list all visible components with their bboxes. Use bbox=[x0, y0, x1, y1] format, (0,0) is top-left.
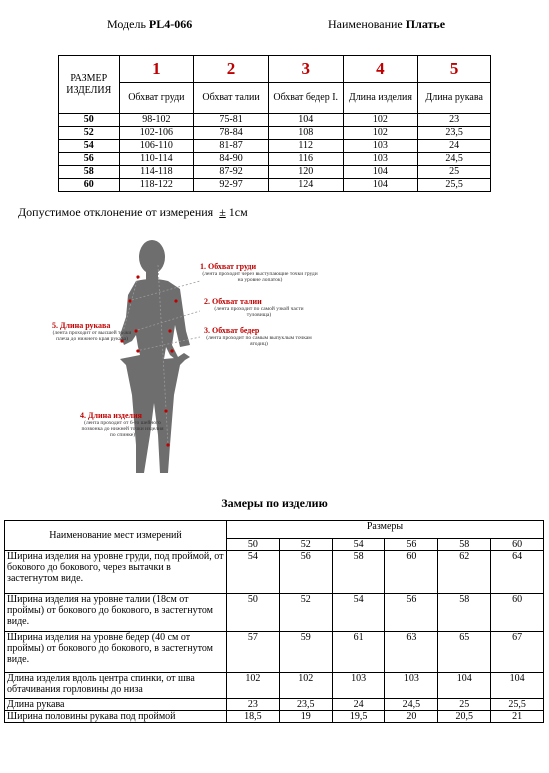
value-cell: 106-110 bbox=[119, 140, 194, 153]
measure-value: 64 bbox=[491, 551, 544, 594]
model-heading bbox=[107, 17, 192, 32]
measure-value: 54 bbox=[227, 551, 280, 594]
measure-row bbox=[5, 711, 544, 723]
measure-value: 59 bbox=[279, 632, 332, 673]
measure-value: 18,5 bbox=[227, 711, 280, 723]
measure-value: 52 bbox=[279, 594, 332, 632]
measure-value: 103 bbox=[332, 673, 385, 699]
measure-row bbox=[5, 551, 544, 594]
value-cell: 92-97 bbox=[194, 179, 269, 192]
value-cell: 120 bbox=[268, 166, 343, 179]
label-hips-title: 3. Обхват бедер bbox=[204, 326, 260, 335]
measure-value: 20 bbox=[385, 711, 438, 723]
model-label: Модель bbox=[107, 17, 146, 31]
size-header: РАЗМЕР ИЗДЕЛИЯ bbox=[59, 56, 120, 114]
label-length bbox=[80, 411, 165, 438]
deviation-value: 1см bbox=[228, 205, 248, 219]
value-cell: 118-122 bbox=[119, 179, 194, 192]
value-cell: 24 bbox=[418, 140, 491, 153]
value-cell: 104 bbox=[343, 166, 418, 179]
measure-row bbox=[5, 594, 544, 632]
size-row bbox=[59, 179, 491, 192]
size-cell: 54 bbox=[59, 140, 120, 153]
model-value: PL4-066 bbox=[148, 17, 193, 31]
measure-value: 60 bbox=[385, 551, 438, 594]
measure-value: 25,5 bbox=[491, 699, 544, 711]
col-number-5: 5 bbox=[418, 56, 491, 83]
size-row bbox=[59, 114, 491, 127]
measure-label: Ширина изделия на уровне талии (18см от проймы) от бокового до бокового, в застегнутом виде. bbox=[5, 594, 227, 632]
value-cell: 23 bbox=[418, 114, 491, 127]
measure-label: Длина изделия вдоль центра спинки, от шва обтачивания горловины до низа bbox=[5, 673, 227, 699]
value-cell: 25 bbox=[418, 166, 491, 179]
size-column-header: 58 bbox=[438, 539, 491, 551]
caption-sleeve: Длина рукава bbox=[418, 83, 491, 114]
measure-value: 20,5 bbox=[438, 711, 491, 723]
value-cell: 102 bbox=[343, 127, 418, 140]
measure-value: 58 bbox=[332, 551, 385, 594]
col-number-4: 4 bbox=[343, 56, 418, 83]
label-chest-title: 1. Обхват груди bbox=[200, 262, 257, 271]
measure-label: Ширина изделия на уровне груди, под проймой, от бокового до бокового, через вытачки в застегнутом виде. bbox=[5, 551, 227, 594]
size-row bbox=[59, 166, 491, 179]
measure-value: 58 bbox=[438, 594, 491, 632]
measure-value: 56 bbox=[279, 551, 332, 594]
measure-value: 24,5 bbox=[385, 699, 438, 711]
value-cell: 24,5 bbox=[418, 153, 491, 166]
measure-value: 65 bbox=[438, 632, 491, 673]
measure-value: 19,5 bbox=[332, 711, 385, 723]
measure-row bbox=[5, 699, 544, 711]
label-waist-title: 2. Обхват талии bbox=[204, 297, 262, 306]
measure-value: 103 bbox=[385, 673, 438, 699]
measure-value: 56 bbox=[385, 594, 438, 632]
label-length-note: (лента проходит от 6-го шейного позвонка до нижней точки изделия по спинке) bbox=[81, 420, 164, 438]
size-row bbox=[59, 127, 491, 140]
label-waist-note: (лента проходит по самой узкой части туловища) bbox=[214, 306, 304, 318]
caption-chest: Обхват груди bbox=[119, 83, 194, 114]
value-cell: 81-87 bbox=[194, 140, 269, 153]
label-chest bbox=[200, 262, 320, 283]
size-column-header: 52 bbox=[279, 539, 332, 551]
value-cell: 98-102 bbox=[119, 114, 194, 127]
measure-row bbox=[5, 673, 544, 699]
measure-value: 23 bbox=[227, 699, 280, 711]
measure-value: 25 bbox=[438, 699, 491, 711]
body-silhouette bbox=[120, 240, 190, 473]
value-cell: 23,5 bbox=[418, 127, 491, 140]
value-cell: 84-90 bbox=[194, 153, 269, 166]
measure-value: 60 bbox=[491, 594, 544, 632]
product-name-heading bbox=[328, 17, 445, 32]
value-cell: 124 bbox=[268, 179, 343, 192]
measure-value: 50 bbox=[227, 594, 280, 632]
label-hips bbox=[204, 326, 314, 347]
size-cell: 58 bbox=[59, 166, 120, 179]
measure-value: 61 bbox=[332, 632, 385, 673]
value-cell: 112 bbox=[268, 140, 343, 153]
measure-value: 104 bbox=[438, 673, 491, 699]
label-sleeve-note: (лента проходит от высшей точки плеча до нижнего края рукава) bbox=[52, 330, 132, 342]
measure-value: 102 bbox=[227, 673, 280, 699]
measure-value: 62 bbox=[438, 551, 491, 594]
measure-value: 24 bbox=[332, 699, 385, 711]
value-cell: 110-114 bbox=[119, 153, 194, 166]
size-cell: 56 bbox=[59, 153, 120, 166]
caption-length: Длина изделия bbox=[343, 83, 418, 114]
value-cell: 78-84 bbox=[194, 127, 269, 140]
measure-value: 67 bbox=[491, 632, 544, 673]
size-row bbox=[59, 140, 491, 153]
label-waist bbox=[204, 297, 314, 318]
value-cell: 103 bbox=[343, 153, 418, 166]
label-length-title: 4. Длина изделия bbox=[80, 411, 142, 420]
size-column-header: 50 bbox=[227, 539, 280, 551]
col-number-2: 2 bbox=[194, 56, 269, 83]
measure-label: Ширина изделия на уровне бедер (40 см от проймы) от бокового до бокового, в застегнутом виде. bbox=[5, 632, 227, 673]
size-table bbox=[58, 55, 491, 192]
label-chest-note: (лента проходит через выступающие точки груди на уровне лопаток) bbox=[202, 271, 318, 283]
measure-label: Длина рукава bbox=[5, 699, 227, 711]
value-cell: 104 bbox=[343, 179, 418, 192]
caption-waist: Обхват талии bbox=[194, 83, 269, 114]
col-number-1: 1 bbox=[119, 56, 194, 83]
measure-value: 104 bbox=[491, 673, 544, 699]
size-cell: 52 bbox=[59, 127, 120, 140]
value-cell: 104 bbox=[268, 114, 343, 127]
measure-value: 54 bbox=[332, 594, 385, 632]
measure-row bbox=[5, 632, 544, 673]
label-sleeve bbox=[52, 321, 132, 342]
size-column-header: 54 bbox=[332, 539, 385, 551]
size-cell: 60 bbox=[59, 179, 120, 192]
size-column-header: 56 bbox=[385, 539, 438, 551]
label-sleeve-title: 5. Длина рукава bbox=[52, 321, 111, 330]
size-row bbox=[59, 153, 491, 166]
value-cell: 103 bbox=[343, 140, 418, 153]
value-cell: 116 bbox=[268, 153, 343, 166]
value-cell: 108 bbox=[268, 127, 343, 140]
measure-value: 57 bbox=[227, 632, 280, 673]
label-hips-note: (лента проходит по самым выпуклым точкам ягодиц) bbox=[206, 335, 312, 347]
value-cell: 75-81 bbox=[194, 114, 269, 127]
place-header: Наименование мест измерений bbox=[5, 521, 227, 551]
value-cell: 102 bbox=[343, 114, 418, 127]
col-number-3: 3 bbox=[268, 56, 343, 83]
deviation-text: Допустимое отклонение от измерения bbox=[18, 205, 214, 219]
measure-table-title: Замеры по изделию bbox=[221, 496, 328, 510]
value-cell: 114-118 bbox=[119, 166, 194, 179]
measure-value: 23,5 bbox=[279, 699, 332, 711]
size-column-header: 60 bbox=[491, 539, 544, 551]
caption-hips: Обхват бедер I. bbox=[268, 83, 343, 114]
deviation-note bbox=[18, 205, 248, 220]
measure-value: 102 bbox=[279, 673, 332, 699]
measure-value: 19 bbox=[279, 711, 332, 723]
measure-value: 63 bbox=[385, 632, 438, 673]
name-value: Платье bbox=[405, 17, 446, 31]
value-cell: 102-106 bbox=[119, 127, 194, 140]
size-cell: 50 bbox=[59, 114, 120, 127]
measure-label: Ширина половины рукава под проймой bbox=[5, 711, 227, 723]
value-cell: 25,5 bbox=[418, 179, 491, 192]
measure-table bbox=[4, 520, 544, 723]
name-label: Наименование bbox=[328, 17, 403, 31]
measure-value: 21 bbox=[491, 711, 544, 723]
plus-minus-sign: ± bbox=[219, 205, 226, 219]
value-cell: 87-92 bbox=[194, 166, 269, 179]
sizes-header: Размеры bbox=[227, 521, 544, 539]
